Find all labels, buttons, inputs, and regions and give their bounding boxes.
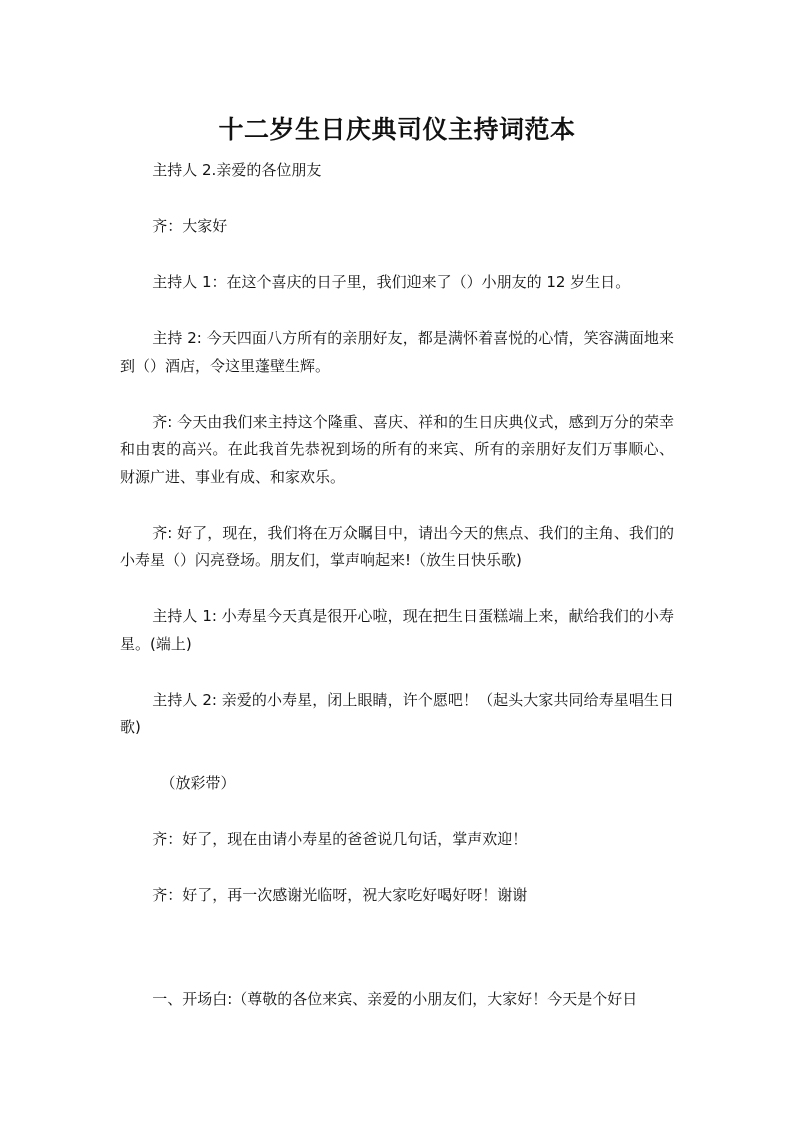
paragraph: 齐：好了，现在由请小寿星的爸爸说几句话，掌声欢迎！: [152, 830, 528, 848]
paragraph: 齐：大家好: [152, 217, 228, 235]
paragraph: 主持人 2.亲爱的各位朋友: [152, 161, 322, 179]
paragraph: 齐: 好了，现在，我们将在万众瞩目中，请出今天的焦点、我们的主角、我们的小寿星（）闪亮登场。朋友们，掌声响起来!（放生日快乐歌): [120, 523, 674, 569]
paragraph: 主持人 1: 小寿星今天真是很开心啦，现在把生日蛋糕端上来，献给我们的小寿星。(端上): [120, 607, 674, 653]
paragraph: （放彩带）: [160, 774, 236, 792]
paragraph: 齐：好了，再一次感谢光临呀，祝大家吃好喝好呀！谢谢: [152, 886, 528, 904]
paragraph: 主持 2: 今天四面八方所有的亲朋好友，都是满怀着喜悦的心情，笑容满面地来到（）酒店，令这里蓬壁生辉。: [120, 329, 674, 375]
document-title: 十二岁生日庆典司仪主持词范本: [218, 115, 576, 144]
paragraph: 一、开场白:（尊敬的各位来宾、亲爱的小朋友们，大家好！今天是个好日: [152, 989, 638, 1008]
paragraph: 主持人 1：在这个喜庆的日子里，我们迎来了（）小朋友的 12 岁生日。: [152, 273, 631, 291]
paragraph: 主持人 2: 亲爱的小寿星，闭上眼睛，许个愿吧！（起头大家共同给寿星唱生日歌): [120, 690, 674, 736]
paragraph: 齐: 今天由我们来主持这个隆重、喜庆、祥和的生日庆典仪式，感到万分的荣幸和由衷的高兴。在此我首先恭祝到场的所有的来宾、所有的亲朋好友们万事顺心、财源广进、事业有成、和家欢乐。: [120, 412, 674, 486]
document-body: [120, 157, 674, 1042]
